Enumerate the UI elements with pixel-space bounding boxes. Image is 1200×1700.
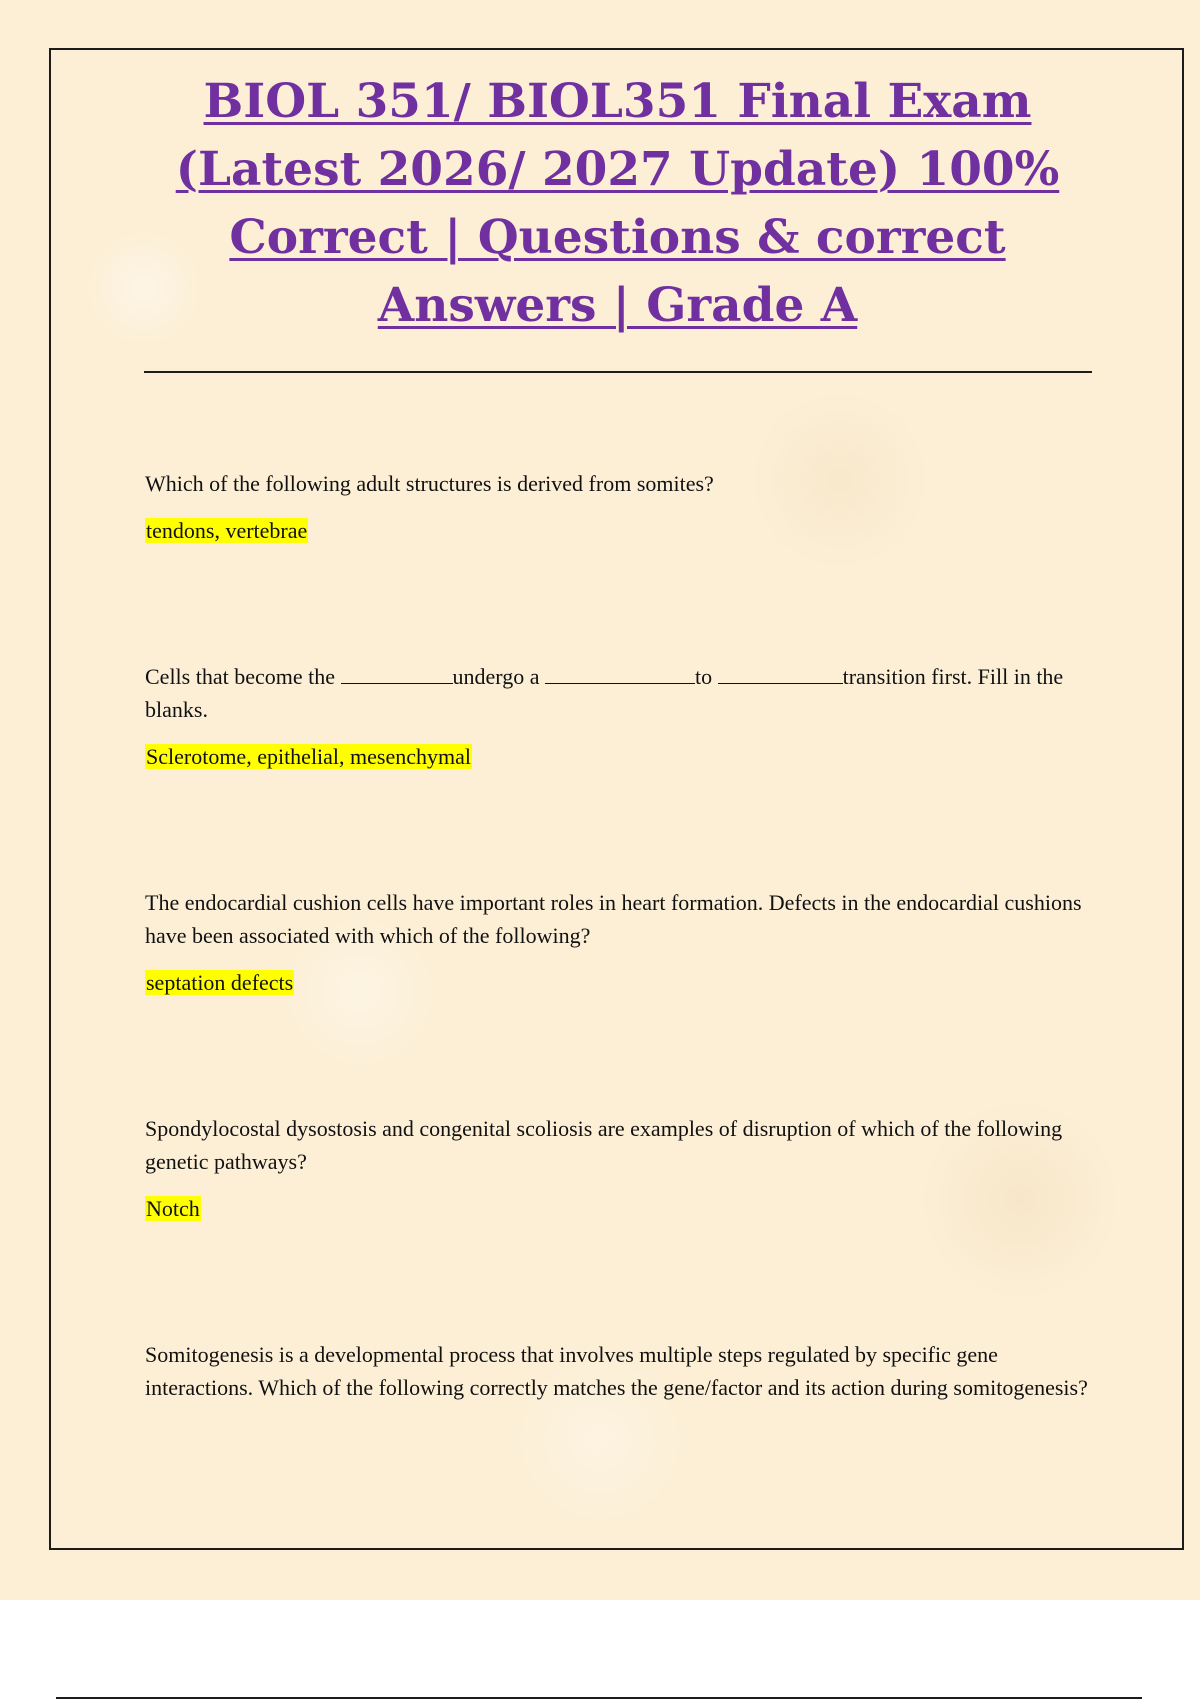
answer-3-highlight: septation defects	[146, 970, 294, 995]
answer-4-highlight: Notch	[146, 1196, 200, 1221]
question-1: Which of the following adult structures is derived from somites?	[145, 471, 714, 496]
question-4: Spondylocostal dysostosis and congenital scoliosis are examples of disruption of which of the following genetic pathways?	[145, 1116, 1063, 1174]
bottom-divider	[56, 1697, 1142, 1699]
answer-3	[145, 969, 294, 997]
fill-in-blank-2	[545, 663, 695, 684]
question-2-part-1: Cells that become the	[145, 664, 335, 689]
title-divider	[144, 371, 1092, 373]
answer-1	[145, 517, 308, 545]
question-2-part-4: transition first. Fill in the blanks.	[145, 664, 1064, 722]
question-2-part-3: to	[694, 664, 713, 689]
answer-1-highlight: tendons, vertebrae	[146, 518, 308, 543]
answer-2	[145, 743, 472, 771]
question-2-part-2: undergo a	[452, 664, 540, 689]
question-3: The endocardial cushion cells have important roles in heart formation. Defects in the endocardial cushions have been associated with which of the following?	[145, 890, 1082, 948]
question-2	[145, 660, 1090, 726]
question-5: Somitogenesis is a developmental process that involves multiple steps regulated by specific gene interactions. Which of the following correctly matches the gene/factor and its action during somitogenesis?	[145, 1342, 1088, 1400]
document-title: BIOL 351/ BIOL351 Final Exam (Latest 2026/ 2027 Update) 100% Correct | Questions & correct Answers | Grade A	[175, 74, 1060, 333]
fill-in-blank-1	[341, 663, 453, 684]
fill-in-blank-3	[718, 663, 843, 684]
answer-2-highlight: Sclerotome, epithelial, mesenchymal	[146, 744, 472, 769]
answer-4	[145, 1195, 201, 1223]
